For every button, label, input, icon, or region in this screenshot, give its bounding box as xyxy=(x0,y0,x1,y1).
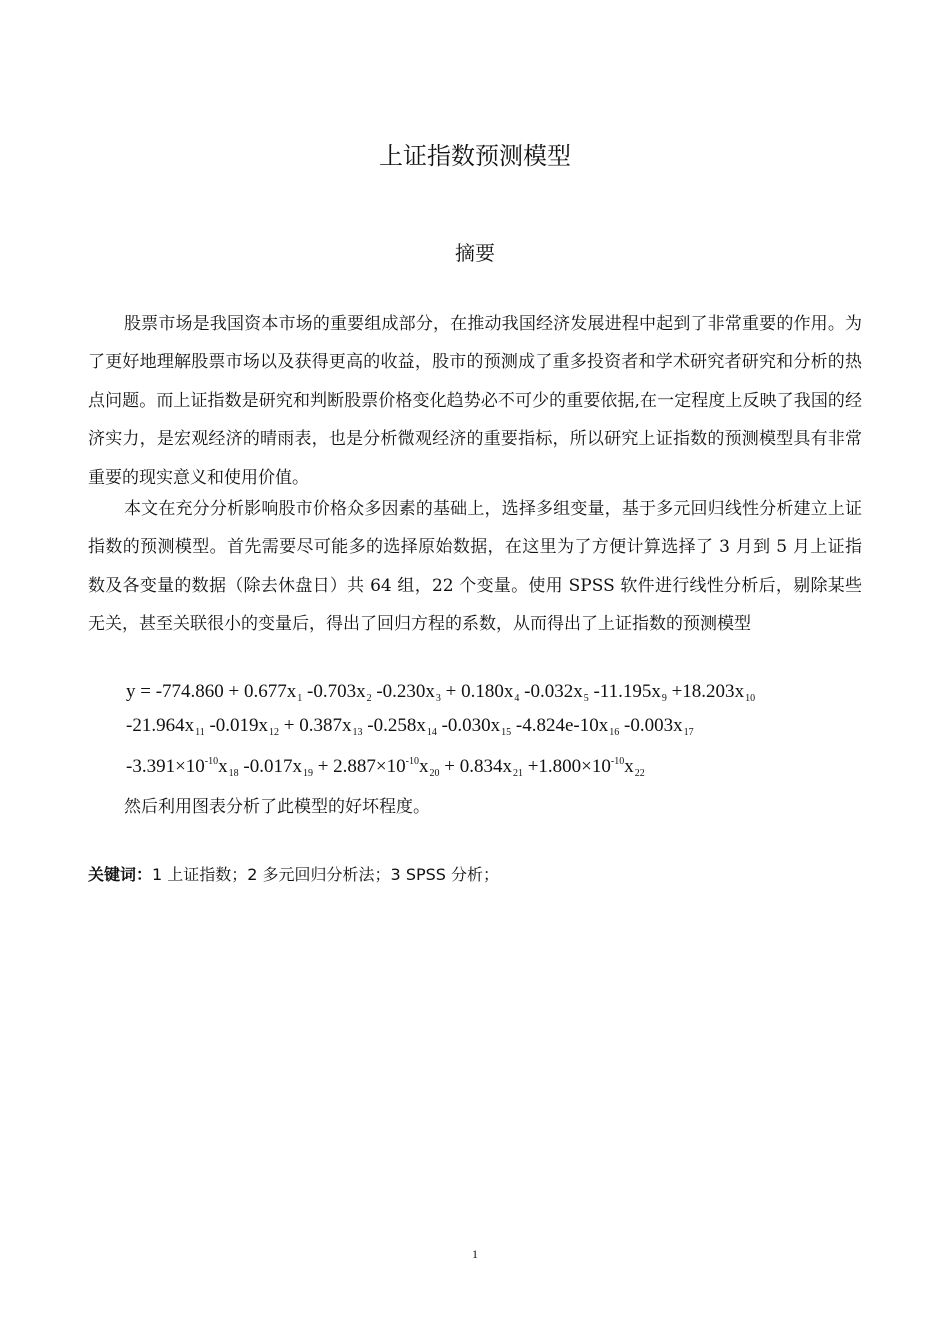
formula-exponent: -10 xyxy=(204,756,219,767)
page-number: 1 xyxy=(472,1247,478,1261)
formula-variable-index: 9 xyxy=(661,693,667,704)
formula-exponent: -10 xyxy=(610,756,625,767)
formula-term: + $2.887\times 10^{-10}x_{20}$ xyxy=(312,756,440,779)
formula-variable-index: 10 xyxy=(745,693,756,704)
formula-variable-index: 12 xyxy=(269,727,280,738)
formula-variable-index: 17 xyxy=(683,727,694,738)
formula-term: $-3.391\times 10^{-10}x_{18}$ xyxy=(126,756,239,779)
formula-variable-index: 15 xyxy=(501,727,512,738)
abstract-paragraph-2: 本文在充分分析影响股市价格众多因素的基础上，选择多组变量，基于多元回归线性分析建立上证指数的预测模型。首先需要尽可能多的选择原始数据，在这里为了方便计算选择了 3 月到 5 月上证指数及各变量的数据（除去休盘日）共 64 组，22 个变量。使用 SPSS 软件进行线性分析后，剔除某些无关，甚至关联很小的变量后，得出了回归方程的系数，从而得出了上证指数的预测模型 xyxy=(88,499,862,635)
formula-variable-index: 22 xyxy=(634,768,645,779)
formula-variable-index: 21 xyxy=(512,768,523,779)
formula-term: $+1.800\times 10^{-10}x_{22}$ xyxy=(522,756,645,779)
keywords xyxy=(88,858,862,892)
formula-term: $-0.030x_{15}$ xyxy=(436,715,512,738)
document-title: 上证指数预测模型 xyxy=(379,142,571,170)
formula-variable-index: 1 xyxy=(297,693,303,704)
formula-term: $+18.203x_{10}$ xyxy=(666,681,756,704)
formula-term: $-4.824e-10x_{16}$ xyxy=(511,715,620,738)
formula-terms xyxy=(156,681,755,702)
closing-sentence: 然后利用图表分析了此模型的好坏程度。 xyxy=(124,797,430,817)
formula-variable-index: 20 xyxy=(429,768,440,779)
formula-terms xyxy=(126,715,694,736)
formula-term: $-11.195x_9$ xyxy=(588,681,667,704)
formula-term: $-0.230x_3$ xyxy=(371,681,441,704)
formula-lhs: y = xyxy=(126,681,156,702)
formula-variable-index: 4 xyxy=(514,693,520,704)
formula-variable-index: 18 xyxy=(228,768,239,779)
keywords-text: 1 上证指数；2 多元回归分析法；3 SPSS 分析； xyxy=(152,865,500,884)
formula-term: $-21.964x_{11}$ xyxy=(126,715,205,738)
formula-term: $-0.258x_{14}$ xyxy=(362,715,437,738)
formula-term: $-0.019x_{12}$ xyxy=(204,715,280,738)
formula-variable-index: 19 xyxy=(302,768,313,779)
formula-term: + $0.834x_{21}$ xyxy=(439,756,523,779)
formula-variable-index: 2 xyxy=(366,693,372,704)
formula-term: $-0.017x_{19}$ xyxy=(238,756,313,779)
formula-variable-index: 13 xyxy=(352,727,363,738)
abstract-paragraph-1: 股票市场是我国资本市场的重要组成部分，在推动我国经济发展进程中起到了非常重要的作用。为了更好地理解股票市场以及获得更高的收益，股市的预测成了重多投资者和学术研究者研究和分析的热点问题。而上证指数是研究和判断股票价格变化趋势必不可少的重要依据,在一定程度上反映了我国的经济实力，是宏观经济的晴雨表，也是分析微观经济的重要指标，所以研究上证指数的预测模型具有非常重要的现实意义和使用价值。 xyxy=(88,314,862,488)
formula-term: + $0.387x_{13}$ xyxy=(279,715,363,738)
formula-variable-index: 11 xyxy=(195,727,205,738)
formula-term: $-0.003x_{17}$ xyxy=(619,715,694,738)
formula-exponent: -10 xyxy=(405,756,419,767)
formula-term: $-0.703x_2$ xyxy=(302,681,372,704)
regression-formula-line-3 xyxy=(126,745,866,791)
formula-term: + $0.677x_1$ xyxy=(223,681,303,704)
formula-terms xyxy=(126,756,645,777)
keywords-label: 关键词： xyxy=(88,865,153,884)
regression-formula-line-2 xyxy=(126,709,866,750)
formula-variable-index: 14 xyxy=(426,727,437,738)
formula-term: $-0.032x_5$ xyxy=(519,681,589,704)
formula-term: -774.860 xyxy=(155,681,224,702)
formula-variable-index: 5 xyxy=(583,693,589,704)
formula-term: + $0.180x_4$ xyxy=(440,681,520,704)
formula-variable-index: 3 xyxy=(435,693,441,704)
abstract-heading: 摘要 xyxy=(455,241,495,265)
formula-variable-index: 16 xyxy=(609,727,620,738)
